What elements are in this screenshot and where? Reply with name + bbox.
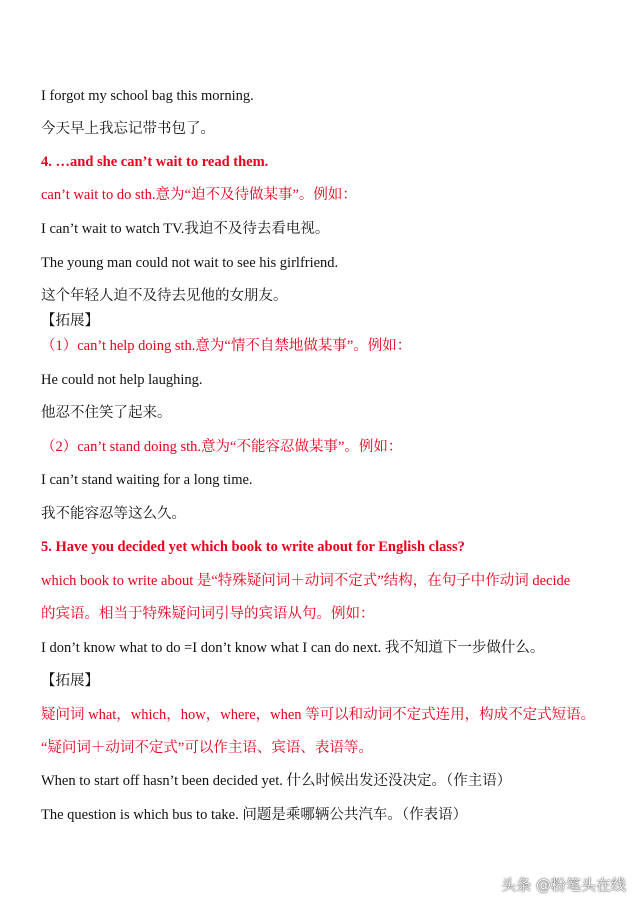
example-sentence: I can’t wait to watch TV.我迫不及待去看电视。 <box>41 221 330 237</box>
example-sentence: He could not help laughing. <box>41 372 203 388</box>
example-translation: 今天早上我忘记带书包了。 <box>41 121 215 137</box>
example-sentence: When to start off hasn’t been decided yet. 什么时候出发还没决定。（作主语） <box>41 773 512 789</box>
usage-explanation: 疑问词 what，which，how，where，when 等可以和动词不定式连用，构成不定式短语。 <box>41 707 596 723</box>
usage-explanation: （1）can’t help doing sth.意为“情不自禁地做某事”。例如： <box>41 338 412 354</box>
example-sentence: I can’t stand waiting for a long time. <box>41 472 253 488</box>
example-sentence: The question is which bus to take. 问题是乘哪辆公共汽车。（作表语） <box>41 807 468 823</box>
example-translation: 我不能容忍等这么久。 <box>41 506 186 522</box>
extension-label: 【拓展】 <box>41 313 99 329</box>
example-sentence: I forgot my school bag this morning. <box>41 88 254 104</box>
example-translation: 他忍不住笑了起来。 <box>41 405 172 421</box>
example-translation: 这个年轻人迫不及待去见他的女朋友。 <box>41 288 288 304</box>
example-sentence: The young man could not wait to see his girlfriend. <box>41 255 339 271</box>
section-heading-5: 5. Have you decided yet which book to write about for English class? <box>41 539 465 555</box>
extension-label: 【拓展】 <box>41 673 99 689</box>
usage-explanation: （2）can’t stand doing sth.意为“不能容忍做某事”。例如： <box>41 439 403 455</box>
usage-explanation: can’t wait to do sth.意为“迫不及待做某事”。例如： <box>41 187 357 203</box>
usage-explanation: 的宾语。相当于特殊疑问词引导的宾语从句。例如： <box>41 606 375 622</box>
example-sentence: I don’t know what to do =I don’t know what I can do next. 我不知道下一步做什么。 <box>41 640 545 656</box>
section-heading-4: 4. …and she can’t wait to read them. <box>41 154 269 170</box>
usage-explanation: “疑问词＋动词不定式”可以作主语、宾语、表语等。 <box>41 740 373 756</box>
usage-explanation: which book to write about 是“特殊疑问词＋动词不定式”结构，在句子中作动词 decide <box>41 573 571 589</box>
source-watermark: 头条 @粉笔头在线 <box>501 876 626 894</box>
